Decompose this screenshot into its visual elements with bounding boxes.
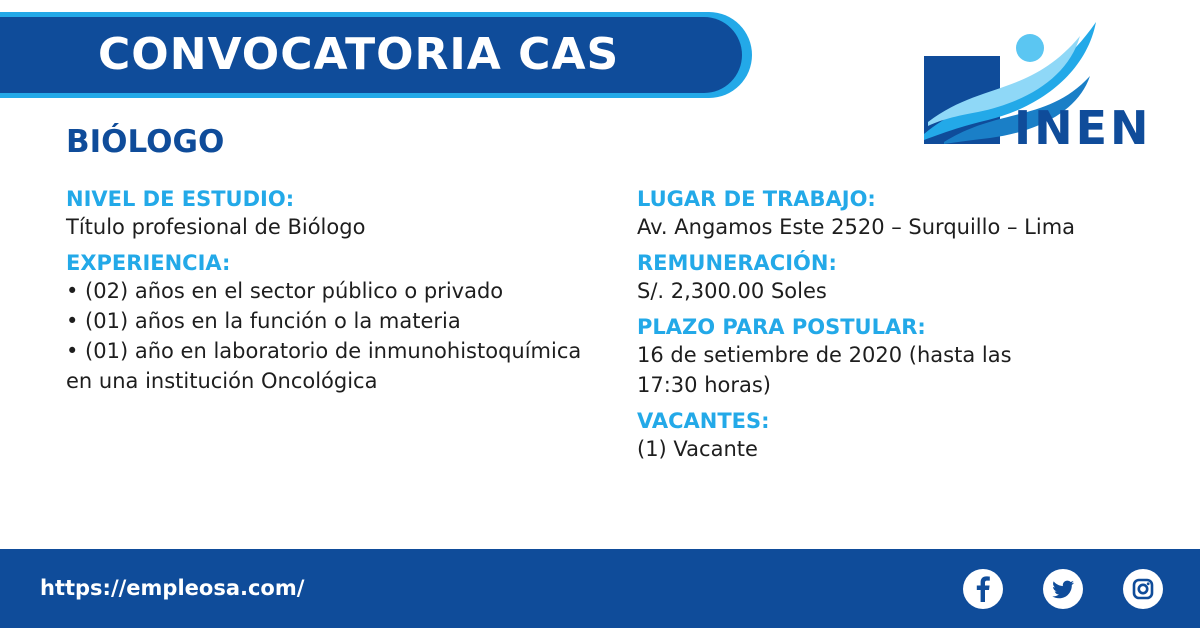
left-column <box>66 186 596 396</box>
instagram-icon[interactable] <box>1123 569 1163 609</box>
footer-url-link[interactable]: https://empleosa.com/ <box>40 576 305 600</box>
right-column <box>637 186 1177 472</box>
salary-value: S/. 2,300.00 Soles <box>637 279 827 303</box>
vacancies-value: (1) Vacante <box>637 437 758 461</box>
deadline-label: PLAZO PARA POSTULAR: <box>637 315 926 339</box>
workplace-value: Av. Angamos Este 2520 – Surquillo – Lima <box>637 215 1076 239</box>
workplace-label: LUGAR DE TRABAJO: <box>637 187 876 211</box>
deadline-value: 16 de setiembre de 2020 (hasta las 17:30 horas) <box>637 343 1012 397</box>
experience-label: EXPERIENCIA: <box>66 251 231 275</box>
education-label: NIVEL DE ESTUDIO: <box>66 187 295 211</box>
inen-logo-text: INEN <box>1014 101 1152 148</box>
experience-item: • (02) años en el sector público o privado <box>66 279 504 303</box>
job-title: BIÓLOGO <box>66 124 225 160</box>
twitter-icon[interactable] <box>1043 569 1083 609</box>
inen-logo <box>918 16 1180 148</box>
vacancies-label: VACANTES: <box>637 409 770 433</box>
salary-label: REMUNERACIÓN: <box>637 251 837 275</box>
experience-item: • (01) años en la función o la materia <box>66 309 461 333</box>
education-value: Título profesional de Biólogo <box>66 215 366 239</box>
page-title: CONVOCATORIA CAS <box>98 29 620 80</box>
facebook-icon[interactable] <box>963 569 1003 609</box>
experience-item: • (01) año en laboratorio de inmunohistoquímica en una institución Oncológica <box>66 339 582 393</box>
